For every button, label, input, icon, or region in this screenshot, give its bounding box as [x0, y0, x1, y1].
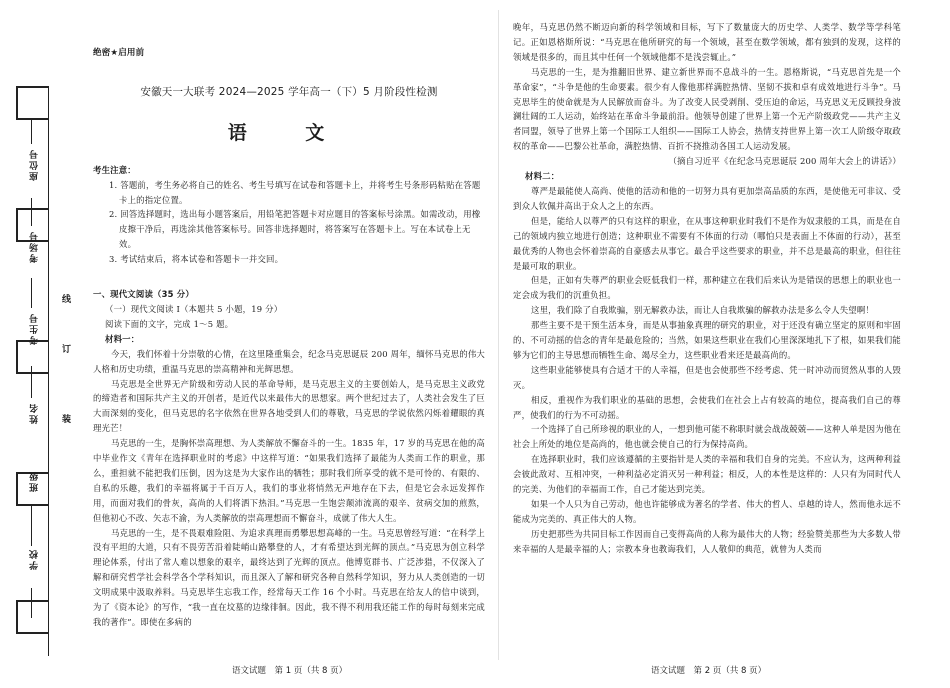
body-paragraph: 马克思是全世界无产阶级和劳动人民的革命导师，是马克思主义的主要创始人，是马克思主义政党的缔造者和国际共产主义的开创者，是近代以来最伟大的思想家。两个世纪过去了，人类社会发生了巨大而深刻的变化，但马克思的名字依然在世界各地受到人们的尊敬，马克思的学说依然闪烁着耀眼的真理光芒！	[93, 378, 485, 434]
body-paragraph: 马克思的一生，是胸怀崇高理想、为人类解放不懈奋斗的一生。1835 年，17 岁的马克思在他的高中毕业作文《青年在选择职业时的考虑》中这样写道：“如果我们选择了最能为人类而工作的职业，那么，重担就不能把我们压倒，因为这是为大家作出的牺牲；那时我们所享受的就不是可怜的、有限的、自私的乐趣，我们的幸福将属于千百万人，我们的事业将悄然无声地存在下去，但是它会永远发挥作用，而面对我们的骨灰，高尚的人们将洒下热泪。”马克思一生饱尝颠沛流离的艰辛、贫病交加的煎熬，但他初心不改、矢志不渝，为人类解放的崇高理想而不懈奋斗，成就了伟大人生。	[93, 438, 485, 523]
notice-item: 2. 回答选择题时，选出每小题答案后，用铅笔把答题卡对应题目的答案标号涂黑。如需改动，用橡皮擦干净后，再选涂其他答案标号。回答非选择题时，将答案写在答题卡上。写在本试卷上无效。	[109, 209, 481, 250]
field-write-line	[31, 588, 32, 618]
field-exam-room: 考场号	[30, 230, 40, 263]
binding-step	[16, 208, 18, 242]
body-paragraph: 但是，能给人以尊严的只有这样的职业，在从事这种职业时我们不是作为奴隶般的工具，而是在自己的领域内独立地进行创造；这种职业不需要有不体面的行动（哪怕只是表面上不体面的行动），甚至最优秀的人物也会怀着崇高的自豪感去从事它。最合乎这些要求的职业，并不总是最高的职业，但往往是最可取的职业。	[513, 215, 901, 271]
page-divider	[498, 10, 499, 660]
binding-step	[16, 372, 49, 374]
binding-vertical-line	[48, 86, 49, 656]
page-2-footer: 语文试题 第 2 页（共 8 页）	[651, 666, 767, 676]
exam-title: 安徽天一大联考 2024—2025 学年高一（下）5 月阶段性检测	[140, 85, 438, 98]
cut-word-bind: 订	[62, 345, 72, 355]
notice-item: 3. 考试结束后，将本试卷和答题卡一并交回。	[109, 254, 284, 265]
body-paragraph: 晚年，马克思仍然不断迈向新的科学领域和目标，写下了数量庞大的历史学、人类学、数学等学科笔记。正如恩格斯所说：“马克思在他所研究的每一个领域，甚至在数学领域，都有独到的发现，这样的领域是很多的，而且其中任何一个领域他都不是浅尝辄止。”	[513, 22, 901, 62]
binding-step	[16, 600, 18, 634]
citation: （摘自习近平《在纪念马克思诞辰 200 周年大会上的讲话》）	[668, 156, 901, 167]
body-paragraph: 如果一个人只为自己劳动，他也许能够成为著名的学者、伟大的哲人、卓越的诗人，然而他永远不能成为完美的、真正伟大的人物。	[513, 499, 901, 524]
confidential-mark: 绝密★启用前	[93, 48, 145, 58]
field-seat-number: 座位号	[30, 148, 40, 181]
body-paragraph: 这里，我们除了自我欺骗，别无解救办法，而让人自我欺骗的解救办法是多么令人失望啊！	[531, 305, 874, 316]
binding-step	[16, 86, 18, 120]
binding-step	[16, 504, 49, 506]
subsection-heading: （一）现代文阅读 Ⅰ（本题共 5 小题，19 分）	[105, 303, 283, 314]
binding-margin	[0, 0, 78, 688]
body-paragraph: 马克思的一生，是不畏艰难险阻、为追求真理而勇攀思想高峰的一生。马克思曾经写道：“在科学上没有平坦的大道，只有不畏劳苦沿着陡峭山路攀登的人，才有希望达到光辉的顶点。”马克思为创立科学理论体系，付出了常人难以想象的艰辛，最终达到了光辉的顶点。他博览群书、广泛涉猎，不仅深入了解和研究哲学社会科学各个学科知识，而且深入了解和研究各种自然科学知识，努力从人类创造的一切文明成果中汲取养料。马克思毕生忘我工作，经常每天工作 16 个小时。马克思在给友人的信中谈到，为了《资本论》的写作，“我一直在坟墓的边缘徘徊。因此，我不得不利用我还能工作的每时每刻来完成我的著作”。即使在多病的	[93, 527, 486, 627]
binding-step	[16, 600, 49, 602]
body-paragraph: 但是，正如有失尊严的职业会贬低我们一样，那种建立在我们后来认为是错误的思想上的职业也一定会成为我们的沉重负担。	[513, 275, 901, 301]
page-2	[513, 20, 901, 557]
material-label: 材料一：	[105, 333, 140, 344]
field-class: 班级	[30, 470, 40, 492]
subject-title: 语 文	[227, 121, 351, 144]
body-paragraph: 这些职业能够使具有合适才干的人幸福，但是也会使那些不经考虑、凭一时冲动而贸然从事的人毁灭。	[513, 364, 901, 390]
binding-step	[16, 632, 49, 634]
field-write-line	[31, 198, 32, 226]
field-write-line	[31, 278, 32, 308]
field-student-number: 考生号	[30, 312, 40, 345]
section-heading: 一、现代文阅读（35 分）	[93, 289, 194, 300]
field-write-line	[31, 506, 32, 546]
body-paragraph: 在选择职业时，我们应该遵循的主要指针是人类的幸福和我们自身的完美。不应认为，这两种利益会彼此敌对、互相冲突，一种利益必定消灭另一种利益；相反，人的本性是这样的：人只有为同时代人的完美、为他们的幸福而工作，自己才能达到完美。	[513, 454, 901, 495]
field-name: 姓名	[30, 402, 40, 424]
binding-step	[16, 340, 18, 374]
notice-title: 考生注意：	[93, 164, 136, 175]
body-paragraph: 那些主要不是干预生活本身，而是从事抽象真理的研究的职业，对于还没有确立坚定的原则和牢固的、不可动摇的信念的青年是最危险的；当然，如果这些职业在我们心里深深地扎下了根，如果我们能够为它们的主导思想而牺牲生命、竭尽全力，这些职业看来还是最高尚的。	[513, 320, 901, 360]
binding-step	[16, 118, 49, 120]
binding-step	[16, 86, 49, 88]
field-write-line	[31, 118, 32, 144]
body-paragraph: 相反，重视作为我们职业的基础的思想，会使我们在社会上占有较高的地位，提高我们自己的尊严，使我们的行为不可动摇。	[513, 394, 901, 420]
page-1-footer: 语文试题 第 1 页（共 8 页）	[232, 666, 348, 676]
body-paragraph: 历史把那些为共同目标工作因而自己变得高尚的人称为最伟大的人物；经验赞美那些为大多数人带来幸福的人是最幸福的人；宗教本身也教诲我们，人人敬仰的典范，就曾为人类而	[513, 528, 901, 554]
field-write-line	[31, 366, 32, 398]
field-school: 学校	[30, 548, 40, 570]
body-paragraph: 一个选择了自己所珍视的职业的人，一想到他可能不称职时就会战战兢兢——这种人单是因为他在社会上所处的地位是高尚的，他也就会使自己的行为保持高尚。	[513, 424, 901, 450]
body-paragraph: 尊严是最能使人高尚、使他的活动和他的一切努力具有更加崇高品质的东西，是使他无可非议、受到众人钦佩并高出于众人之上的东西。	[513, 185, 901, 211]
material-label: 材料二：	[525, 171, 560, 182]
page-1	[93, 46, 485, 630]
cut-word-install: 装	[62, 415, 72, 425]
binding-step	[16, 472, 18, 506]
body-paragraph: 今天，我们怀着十分崇敬的心情，在这里隆重集会，纪念马克思诞辰 200 周年，缅怀马克思的伟大人格和历史功绩，重温马克思的崇高精神和光辉思想。	[93, 348, 485, 374]
notice-item: 1. 答题前，考生务必将自己的姓名、考生号填写在试卷和答题卡上，并将考生号条形码粘贴在答题卡上的指定位置。	[109, 179, 481, 205]
instruction-text: 阅读下面的文字，完成 1～5 题。	[105, 318, 234, 329]
cut-word-line: 线	[62, 295, 72, 305]
body-paragraph: 马克思的一生，是为推翻旧世界、建立新世界而不息战斗的一生。恩格斯说，“马克思首先是一个革命家”，“斗争是他的生命要素。很少有人像他那样满腔热情、坚韧不拔和卓有成效地进行斗争”。马克思毕生的使命就是为人民解放而奋斗。为了改变人民受剥削、受压迫的命运，马克思义无反顾投身波澜壮阔的工人运动，始终站在革命斗争最前沿。他领导创建了世界上第一个无产阶级政党——共产主义者同盟，领导了世界上第一个国际工人组织——国际工人协会，热情支持世界上第一次工人阶级夺取政权的革命——巴黎公社革命，满腔热情、百折不挠推动各国工人运动发展。	[513, 66, 901, 152]
binding-step	[16, 208, 49, 210]
